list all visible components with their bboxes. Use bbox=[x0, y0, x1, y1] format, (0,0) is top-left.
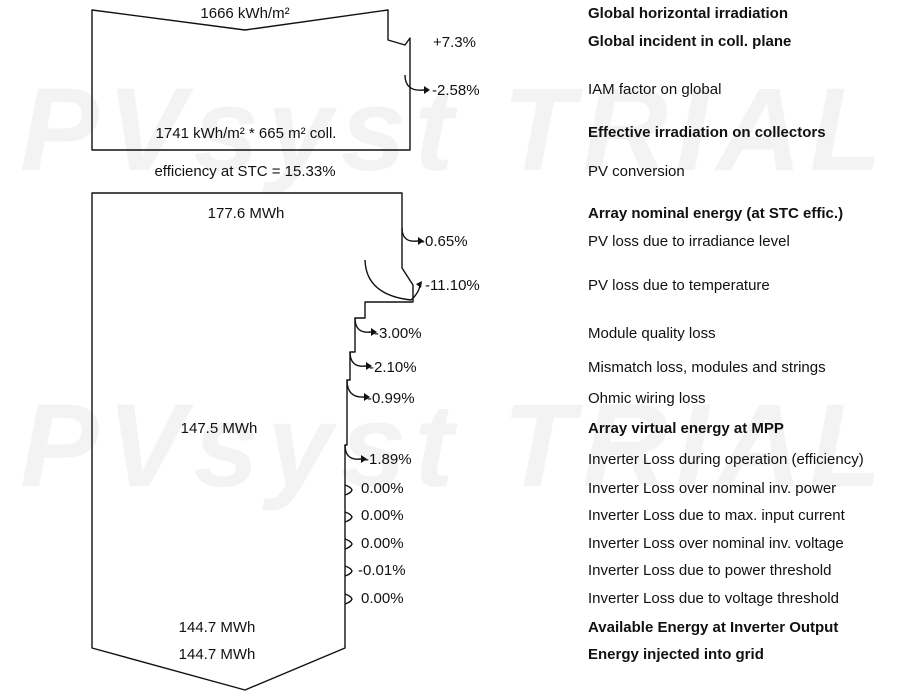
iam-arrowhead bbox=[424, 86, 430, 94]
label-inv-current: Inverter Loss due to max. input current bbox=[588, 507, 845, 524]
label-inv-voltage: Inverter Loss over nominal inv. voltage bbox=[588, 535, 844, 552]
label-array-nominal: Array nominal energy (at STC effic.) bbox=[588, 205, 844, 222]
label-inv-power: Inverter Loss over nominal inv. power bbox=[588, 480, 837, 497]
loss-arrow-mismatch bbox=[350, 352, 366, 366]
loss-arrow-inv-current bbox=[345, 512, 352, 522]
loss-pct-mismatch: -2.10% bbox=[369, 359, 417, 376]
loss-arrow-power-threshold bbox=[345, 566, 352, 576]
global-irradiation-value: 1666 kWh/m² bbox=[200, 5, 290, 22]
loss-arrow-inv-voltage bbox=[345, 539, 352, 549]
label-effective-irradiation: Effective irradiation on collectors bbox=[588, 124, 826, 141]
loss-pct-inv-power: 0.00% bbox=[361, 480, 404, 497]
loss-pct-inv-current: 0.00% bbox=[361, 507, 404, 524]
loss-arrow-ohmic bbox=[347, 380, 364, 397]
loss-pct-inv-voltage: 0.00% bbox=[361, 535, 404, 552]
array-nominal-energy-value: 177.6 MWh bbox=[207, 205, 285, 222]
loss-pct-ohmic: -0.99% bbox=[367, 390, 415, 407]
loss-pct-iam: -2.58% bbox=[432, 82, 480, 99]
array-virtual-energy-value: 147.5 MWh bbox=[180, 420, 258, 437]
available-energy-value: 144.7 MWh bbox=[178, 619, 256, 636]
loss-pct-power-threshold: -0.01% bbox=[358, 562, 406, 579]
label-mismatch: Mismatch loss, modules and strings bbox=[588, 359, 826, 376]
effective-irradiation-value: 1741 kWh/m² * 665 m² coll. bbox=[155, 125, 337, 142]
loss-arrow-irradiance bbox=[402, 228, 418, 241]
loss-arrow-inv-operation bbox=[345, 445, 361, 459]
label-energy-injected: Energy injected into grid bbox=[588, 646, 764, 663]
label-iam-factor: IAM factor on global bbox=[588, 81, 722, 98]
label-irradiance-loss: PV loss due to irradiance level bbox=[588, 233, 790, 250]
injected-energy-value: 144.7 MWh bbox=[178, 646, 256, 663]
loss-arrow-module-quality bbox=[355, 318, 371, 332]
label-pv-conversion: PV conversion bbox=[588, 163, 685, 180]
label-temperature-loss: PV loss due to temperature bbox=[588, 277, 770, 294]
loss-pct-module-quality: -3.00% bbox=[374, 325, 422, 342]
label-inv-operation: Inverter Loss during operation (efficiency) bbox=[588, 451, 864, 468]
label-ohmic: Ohmic wiring loss bbox=[588, 390, 706, 407]
label-voltage-threshold: Inverter Loss due to voltage threshold bbox=[588, 590, 839, 607]
loss-arrow-inv-power bbox=[345, 485, 352, 495]
loss-pct-inv-operation: -1.89% bbox=[364, 451, 412, 468]
energy-box-outline bbox=[92, 193, 413, 690]
loss-pct-incident-gain: +7.3% bbox=[433, 34, 476, 51]
loss-pct-temperature: -11.10% bbox=[425, 277, 480, 294]
loss-pct-voltage-threshold: 0.00% bbox=[361, 590, 404, 607]
loss-arrow-temperature bbox=[365, 260, 420, 300]
loss-pct-irradiance: -0.65% bbox=[420, 233, 468, 250]
label-global-horizontal: Global horizontal irradiation bbox=[588, 5, 789, 22]
label-global-incident: Global incident in coll. plane bbox=[588, 33, 792, 50]
label-power-threshold: Inverter Loss due to power threshold bbox=[588, 562, 832, 579]
temperature-arrowhead bbox=[416, 281, 422, 288]
iam-loss-arrow bbox=[405, 75, 424, 90]
label-available-energy: Available Energy at Inverter Output bbox=[588, 619, 839, 636]
label-module-quality: Module quality loss bbox=[588, 325, 716, 342]
label-array-virtual: Array virtual energy at MPP bbox=[588, 420, 784, 437]
loss-arrow-voltage-threshold bbox=[345, 594, 352, 604]
stc-efficiency-text: efficiency at STC = 15.33% bbox=[154, 163, 336, 180]
